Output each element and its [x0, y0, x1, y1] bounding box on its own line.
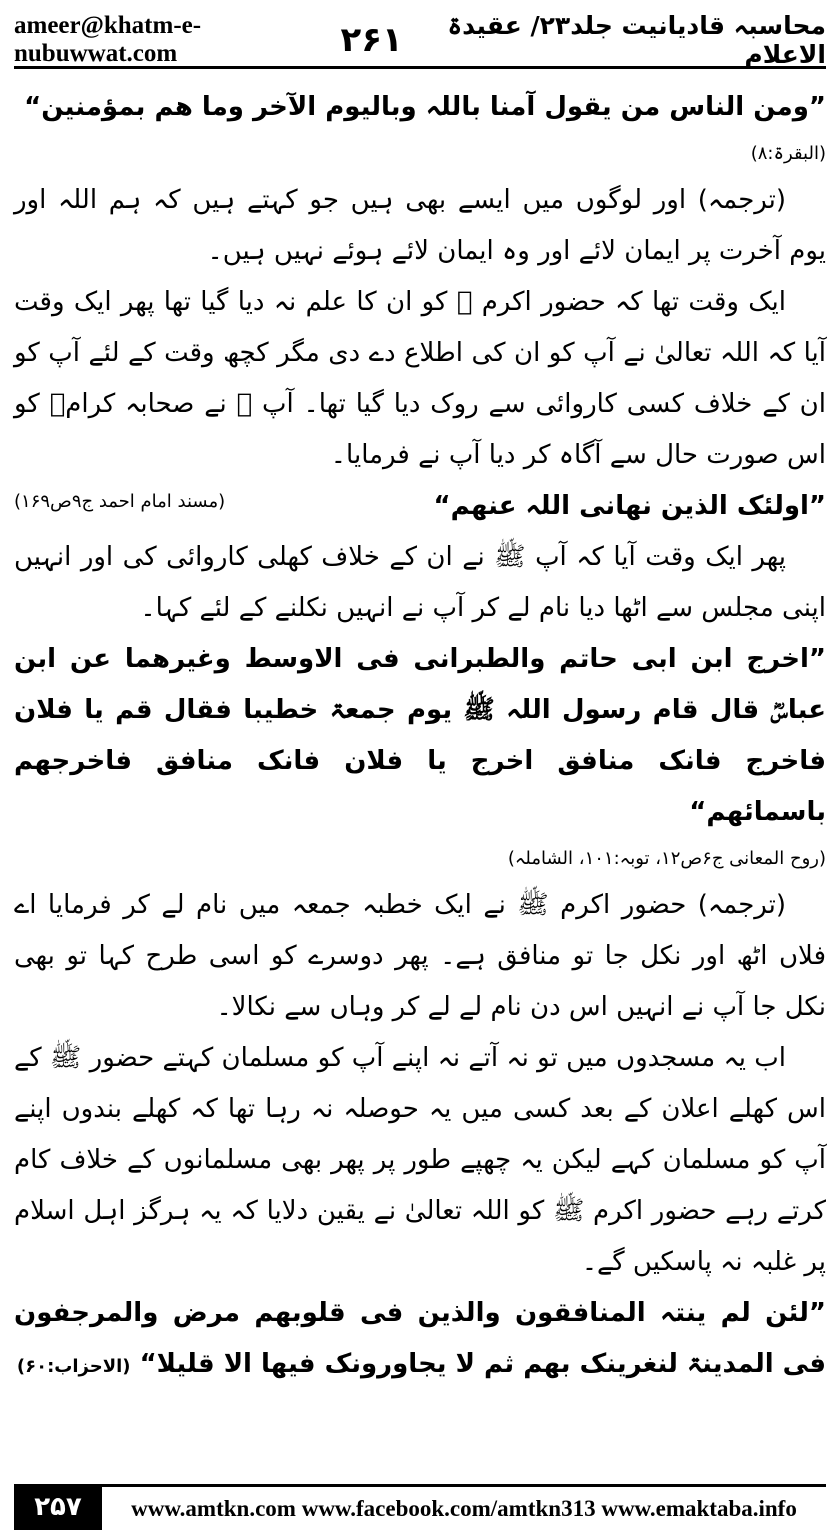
header-left [14, 12, 403, 68]
paragraph-1: (ترجمہ) اور لوگوں میں ایسے بھی ہیں جو کہتے ہیں کہ ہم اللہ اور یوم آخرت پر ایمان لائے اور وہ ایمان لائے ہوئے نہیں ہیں۔ [14, 185, 826, 266]
reference-2: (مسند امام احمد ج۹ص۱۶۹) [14, 491, 226, 512]
header-page-number: ۲۶۱ [340, 20, 403, 60]
hadith-quote-2: ”اولئک الذین نھانی اللہ عنھم“ [433, 491, 826, 521]
quran-quote-4-text: ”لئن لم ینتہ المنافقون والذین فی قلوبھم مرض والمرجفون فی المدینۃ لنغرینک بھم ثم لا یجاورونک فیھا الا قلیلا“ [14, 1298, 826, 1379]
paragraph-4: (ترجمہ) حضور اکرم ﷺ نے ایک خطبہ جمعہ میں نام لے کر فرمایا اے فلاں اٹھ اور نکل جا تو منافق ہے۔ پھر دوسرے کو اسی طرح کہا تو بھی نکل جا آپ نے انہیں اس دن نام لے لے کر وہاں سے نکالا۔ [14, 890, 826, 1022]
paragraph-5: اب یہ مسجدوں میں تو نہ آتے نہ اپنے آپ کو مسلمان کہتے حضور ﷺ کے اس کھلے اعلان کے بعد کسی میں یہ حوصلہ نہ رہا تھا کہ کھلے بندوں اپنے آپ کو مسلمان کہے لیکن یہ چھپے طور پر پھر بھی مسلمانوں کے خلاف کام کرتے رہے حضور اکرم ﷺ کو اللہ تعالیٰ نے یقین دلایا کہ یہ ہرگز اہل اسلام پر غلبہ نہ پاسکیں گے۔ [14, 1043, 826, 1277]
page-footer [14, 1484, 826, 1530]
paragraph-3: پھر ایک وقت آیا کہ آپ ﷺ نے ان کے خلاف کھلی کاروائی کی اور انہیں اپنی مجلس سے اٹھا دیا نام لے کر آپ نے انہیں نکلنے کے لئے کہا۔ [14, 542, 826, 623]
quran-quote-4 [14, 1288, 826, 1390]
hadith-quote-3: ”اخرج ابن ابی حاتم والطبرانی فی الاوسط وغیرھما عن ابن عباسؓ قال قام رسول اللہ ﷺ یوم جمعۃ خطیبا فقال قم یا فلان فاخرج فانک منافق اخرج یا فلان فانک منافق فاخرجھم باسمائھم“ [14, 644, 826, 827]
footer-page-number: ۲۵۷ [14, 1484, 102, 1530]
footer-links: www.amtkn.com www.facebook.com/amtkn313 www.emaktaba.info [102, 1484, 826, 1530]
quran-quote-1: ”ومن الناس من یقول آمنا باللہ وبالیوم الآخر وما ھم بمؤمنین“ [24, 92, 826, 122]
header-book-title: محاسبہ قادیانیت جلد۲۳/ عقیدۃ الاعلام [447, 11, 826, 69]
page-header [14, 11, 826, 69]
page-body [14, 82, 826, 1454]
paragraph-2: ایک وقت تھا کہ حضور اکرم ﷺ کو ان کا علم نہ دیا گیا تھا پھر ایک وقت آیا کہ اللہ تعالیٰ نے آپ کو ان کی اطلاع دے دی مگر کچھ وقت کے لئے آپ کو ان کے خلاف کسی کاروائی سے روک دیا گیا تھا۔ آپ ﷺ نے صحابہ کرامؓ کو اس صورت حال سے آگاہ کر دیا آپ نے فرمایا۔ [14, 287, 826, 470]
quote-2-line [14, 481, 826, 532]
reference-1: (البقرۃ:۸) [750, 143, 826, 164]
header-email: ameer@khatm-e-nubuwwat.com [14, 12, 202, 67]
reference-4: (الاحزاب:۶۰) [16, 1356, 131, 1377]
reference-3: (روح المعانی ج۶ص۱۲، توبہ:۱۰۱، الشاملہ) [507, 848, 826, 869]
